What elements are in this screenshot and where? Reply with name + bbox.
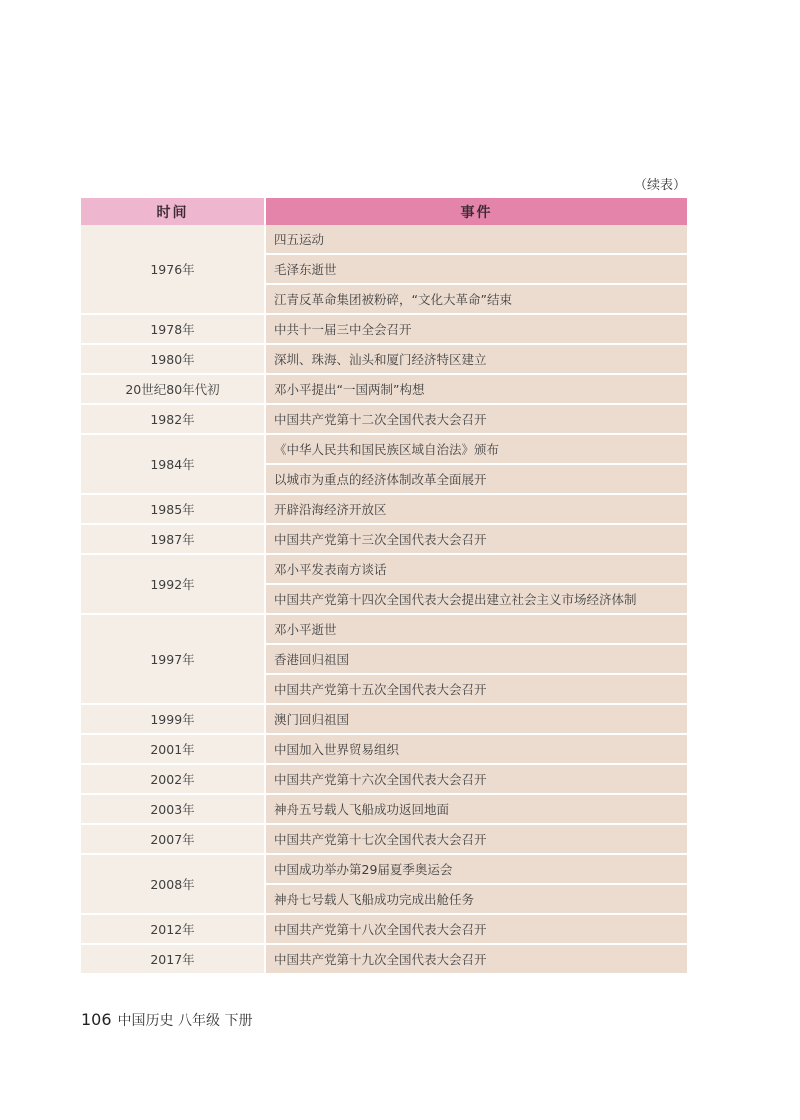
time-cell: 1982年 (81, 404, 265, 434)
event-cell: 江青反革命集团被粉碎，“文化大革命”结束 (265, 284, 687, 314)
table-row (81, 344, 687, 374)
table-row (81, 554, 687, 584)
table-row (81, 854, 687, 884)
time-cell: 1987年 (81, 524, 265, 554)
time-cell: 1978年 (81, 314, 265, 344)
event-cell: 中国成功举办第29届夏季奥运会 (265, 854, 687, 884)
time-cell: 1999年 (81, 704, 265, 734)
event-cell: 澳门回归祖国 (265, 704, 687, 734)
table-row (81, 404, 687, 434)
history-timeline-table (81, 198, 687, 975)
time-cell: 2001年 (81, 734, 265, 764)
time-cell: 2007年 (81, 824, 265, 854)
event-cell: 香港回归祖国 (265, 644, 687, 674)
event-cell: 神舟七号载人飞船成功完成出舱任务 (265, 884, 687, 914)
event-cell: 以城市为重点的经济体制改革全面展开 (265, 464, 687, 494)
event-cell: 中共十一届三中全会召开 (265, 314, 687, 344)
table-body (81, 225, 687, 974)
continued-label: （续表） (633, 178, 686, 193)
event-cell: 《中华人民共和国民族区域自治法》颁布 (265, 434, 687, 464)
table-row (81, 824, 687, 854)
time-cell: 1976年 (81, 225, 265, 314)
event-cell: 深圳、珠海、汕头和厦门经济特区建立 (265, 344, 687, 374)
event-cell: 中国共产党第十八次全国代表大会召开 (265, 914, 687, 944)
table-row (81, 734, 687, 764)
event-cell: 中国共产党第十六次全国代表大会召开 (265, 764, 687, 794)
time-cell: 1980年 (81, 344, 265, 374)
table-row (81, 614, 687, 644)
event-cell: 中国共产党第十四次全国代表大会提出建立社会主义市场经济体制 (265, 584, 687, 614)
time-cell: 1992年 (81, 554, 265, 614)
time-cell: 2008年 (81, 854, 265, 914)
table-row (81, 524, 687, 554)
table-row (81, 314, 687, 344)
event-cell: 毛泽东逝世 (265, 254, 687, 284)
time-cell: 2003年 (81, 794, 265, 824)
header-event: 事件 (265, 198, 687, 225)
event-cell: 四五运动 (265, 225, 687, 254)
event-cell: 中国共产党第十三次全国代表大会召开 (265, 524, 687, 554)
table-row (81, 374, 687, 404)
event-cell: 邓小平逝世 (265, 614, 687, 644)
header-time: 时间 (81, 198, 265, 225)
time-cell: 2012年 (81, 914, 265, 944)
time-cell: 1984年 (81, 434, 265, 494)
time-cell: 1997年 (81, 614, 265, 704)
event-cell: 邓小平提出“一国两制”构想 (265, 374, 687, 404)
table-row (81, 225, 687, 254)
table-row (81, 434, 687, 464)
book-title: 中国历史 八年级 下册 (117, 1013, 253, 1029)
page-footer (81, 1010, 252, 1030)
event-cell: 开辟沿海经济开放区 (265, 494, 687, 524)
time-cell: 1985年 (81, 494, 265, 524)
event-cell: 中国共产党第十七次全国代表大会召开 (265, 824, 687, 854)
table-row (81, 704, 687, 734)
event-cell: 中国共产党第十二次全国代表大会召开 (265, 404, 687, 434)
event-cell: 中国加入世界贸易组织 (265, 734, 687, 764)
table-row (81, 944, 687, 974)
event-cell: 邓小平发表南方谈话 (265, 554, 687, 584)
table-row (81, 794, 687, 824)
time-cell: 2017年 (81, 944, 265, 974)
table-row (81, 494, 687, 524)
table-header-row (81, 198, 687, 225)
table-row (81, 764, 687, 794)
table-row (81, 914, 687, 944)
time-cell: 20世纪80年代初 (81, 374, 265, 404)
page-number: 106 (81, 1010, 112, 1029)
time-cell: 2002年 (81, 764, 265, 794)
event-cell: 中国共产党第十五次全国代表大会召开 (265, 674, 687, 704)
event-cell: 中国共产党第十九次全国代表大会召开 (265, 944, 687, 974)
event-cell: 神舟五号载人飞船成功返回地面 (265, 794, 687, 824)
